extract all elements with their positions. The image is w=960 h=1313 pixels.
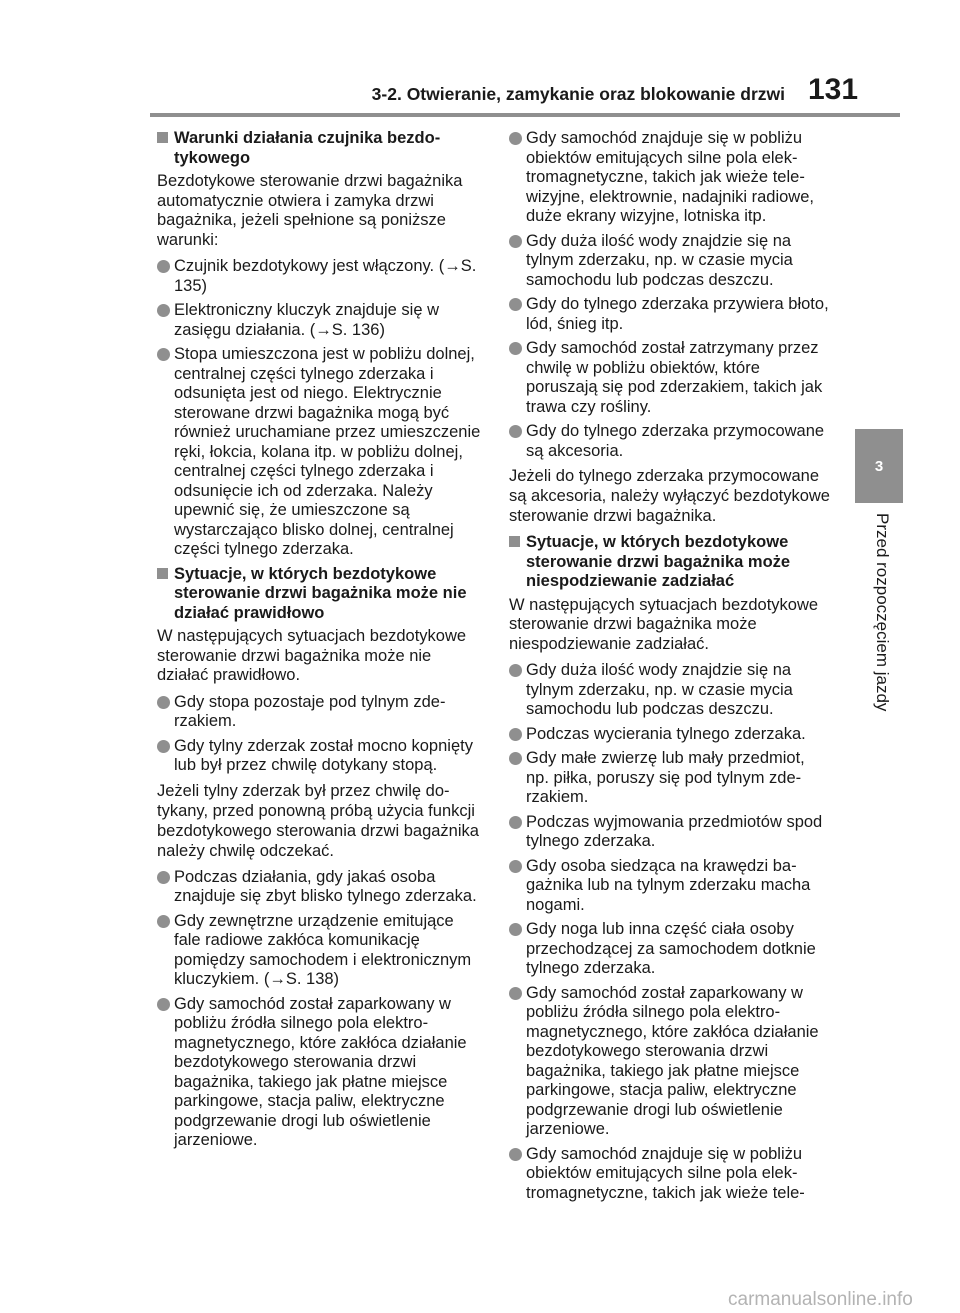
round-bullet-icon bbox=[509, 857, 526, 916]
paragraph: Jeżeli tylny zderzak był przez chwilę dotykany, przed ponowną próbą użycia funkcji bezdotykowego sterowania drzwi bagażnika należy chwilę odczekać. bbox=[157, 781, 479, 860]
list-item bbox=[509, 749, 832, 808]
list-item bbox=[509, 422, 832, 461]
paragraph: W następujących sytuacjach bezdotykowe sterowanie drzwi bagażnika może nie działać prawidłowo. bbox=[157, 627, 467, 684]
round-bullet-icon bbox=[509, 232, 526, 291]
list-item bbox=[157, 912, 482, 990]
round-bullet-icon bbox=[157, 257, 174, 296]
list-item-text: Gdy samochód znajduje się w pobliżu obiektów emitujących silne pola elektromagnetyczne, takich jak wieże tele- bbox=[526, 1144, 805, 1202]
list-item bbox=[157, 868, 482, 907]
round-bullet-icon bbox=[509, 422, 526, 461]
round-bullet-icon bbox=[157, 995, 174, 1151]
list-item-text: Gdy stopa pozostaje pod tylnym zderzakiem. bbox=[174, 692, 446, 730]
paragraph: Jeżeli do tylnego zderzaka przymocowane są akcesoria, należy wyłączyć bezdotykowe sterowanie drzwi bagażnika. bbox=[509, 467, 830, 525]
list-item bbox=[509, 1145, 832, 1204]
list-item-text: Czujnik bezdotykowy jest włączony. (→S. 135) bbox=[174, 257, 477, 295]
round-bullet-icon bbox=[157, 345, 174, 560]
paragraph: Bezdotykowe sterowanie drzwi bagażnika automatycznie otwiera i zamyka drzwi bagażnika, jeżeli spełnione są poniższe warunki: bbox=[157, 172, 463, 249]
list-item-text: Gdy samochód znajduje się w pobliżu obiektów emitujących silne pola elektromagnetyczne, takich jak wieże telewizyjne, elektrownie, nadajniki radiowe, duże ekrany wizyjne, lotniska itp. bbox=[526, 129, 814, 225]
list-item bbox=[509, 339, 832, 417]
list-item-text: Gdy duża ilość wody znajdzie się na tylnym zderzaku, np. w czasie mycia samochodu lub podczas deszczu. bbox=[526, 661, 793, 718]
list-item bbox=[157, 737, 482, 776]
list-item bbox=[509, 725, 832, 745]
round-bullet-icon bbox=[509, 295, 526, 334]
heading-text: Sytuacje, w których bezdotykowe sterowanie drzwi bagażnika może niespodziewanie zadziałać bbox=[526, 533, 791, 590]
paragraph: W następujących sytuacjach bezdotykowe sterowanie drzwi bagażnika może niespodziewanie zadziałać. bbox=[509, 595, 819, 653]
list-item bbox=[509, 984, 832, 1140]
section-heading bbox=[157, 129, 482, 168]
header-rule bbox=[150, 113, 900, 117]
list-item-text: Podczas wyjmowania przedmiotów spod tylnego zderzaka. bbox=[526, 812, 823, 850]
list-item bbox=[509, 295, 832, 334]
page-number: 131 bbox=[808, 73, 859, 106]
list-item-text: Gdy tylny zderzak został mocno kopnięty lub był przez chwilę dotykany stopą. bbox=[174, 736, 473, 774]
list-item-text: Stopa umieszczona jest w pobliżu dolnej, centralnej części tylnego zderzaka i odsunięta jest od niego. Elektrycznie sterowane drzwi bagażnika mogą być również uruchamiane przez umieszczenie ręki, łokcia, kolana itp. w pobliżu dolnej, centralnej części tylnego zderzaka i odsunięcie ich od zderzaka. Należy upewnić się, że umieszczone są wystarczająco blisko dolnej, centralnej części tylnego zderzaka. bbox=[174, 345, 481, 558]
list-item-text: Elektroniczny kluczyk znajduje się w zasięgu działania. (→S. 136) bbox=[174, 301, 440, 339]
round-bullet-icon bbox=[509, 339, 526, 417]
round-bullet-icon bbox=[157, 912, 174, 990]
section-heading bbox=[509, 533, 832, 592]
square-bullet-icon bbox=[157, 129, 174, 168]
round-bullet-icon bbox=[509, 984, 526, 1140]
chapter-title: Przed rozpoczęciem jazdy bbox=[873, 513, 892, 712]
list-item bbox=[509, 813, 832, 852]
square-bullet-icon bbox=[509, 533, 526, 592]
list-item bbox=[509, 661, 832, 720]
round-bullet-icon bbox=[157, 693, 174, 732]
list-item-text: Gdy małe zwierzę lub mały przedmiot, np. piłka, poruszy się pod tylnym zderzakiem. bbox=[526, 749, 805, 806]
list-item bbox=[157, 301, 482, 340]
round-bullet-icon bbox=[509, 661, 526, 720]
left-column bbox=[157, 129, 482, 1156]
list-item bbox=[157, 257, 482, 296]
round-bullet-icon bbox=[509, 749, 526, 808]
list-item bbox=[157, 345, 482, 560]
list-item-text: Gdy duża ilość wody znajdzie się na tylnym zderzaku, np. w czasie mycia samochodu lub podczas deszczu. bbox=[526, 231, 793, 289]
list-item-text: Gdy samochód został zaparkowany w pobliżu źródła silnego pola elektromagnetycznego, które zakłóca działanie bezdotykowego sterowania drzwi bagażnika, takiego jak płatne miejsce parkingowe, stacja paliw, elektryczne podgrzewanie drogi lub oświetlenie jarzeniowe. bbox=[174, 994, 467, 1149]
chapter-tab bbox=[855, 429, 903, 503]
round-bullet-icon bbox=[509, 813, 526, 852]
list-item-text: Gdy do tylnego zderzaka przymocowane są akcesoria. bbox=[526, 422, 825, 460]
list-item-text: Gdy zewnętrzne urządzenie emitujące fale radiowe zakłóca komunikację pomiędzy samochodem i elektronicznym kluczykiem. (→S. 138) bbox=[174, 911, 472, 988]
list-item bbox=[509, 129, 832, 227]
list-item bbox=[157, 693, 482, 732]
list-item-text: Gdy noga lub inna część ciała osoby przechodzącej za samochodem dotknie tylnego zderzaka. bbox=[526, 920, 816, 977]
list-item bbox=[509, 857, 832, 916]
list-item-text: Podczas działania, gdy jakaś osoba znajduje się zbyt blisko tylnego zderzaka. bbox=[174, 867, 477, 905]
round-bullet-icon bbox=[509, 129, 526, 227]
list-item-text: Gdy osoba siedząca na krawędzi bagażnika lub na tylnym zderzaku macha nogami. bbox=[526, 856, 811, 914]
round-bullet-icon bbox=[509, 920, 526, 979]
square-bullet-icon bbox=[157, 565, 174, 624]
list-item-text: Gdy do tylnego zderzaka przywiera błoto, lód, śnieg itp. bbox=[526, 295, 829, 333]
list-item-text: Gdy samochód został zatrzymany przez chwilę w pobliżu obiektów, które poruszają się pod zderzakiem, takich jak trawa czy rośliny. bbox=[526, 339, 823, 416]
right-column bbox=[509, 129, 832, 1208]
section-heading bbox=[157, 565, 482, 624]
round-bullet-icon bbox=[157, 737, 174, 776]
chapter-number: 3 bbox=[874, 457, 884, 475]
list-item bbox=[509, 232, 832, 291]
list-item bbox=[509, 920, 832, 979]
watermark: carmanualsonline.info bbox=[728, 1289, 913, 1310]
section-title: 3-2. Otwieranie, zamykanie oraz blokowanie drzwi bbox=[371, 84, 785, 104]
round-bullet-icon bbox=[157, 301, 174, 340]
list-item-text: Podczas wycierania tylnego zderzaka. bbox=[526, 724, 806, 743]
list-item bbox=[157, 995, 482, 1151]
heading-text: Sytuacje, w których bezdotykowe sterowanie drzwi bagażnika może nie działać prawidłowo bbox=[174, 564, 467, 622]
round-bullet-icon bbox=[157, 868, 174, 907]
round-bullet-icon bbox=[509, 725, 526, 745]
list-item-text: Gdy samochód został zaparkowany w pobliżu źródła silnego pola elektromagnetycznego, które zakłóca działanie bezdotykowego sterowania drzwi bagażnika, takiego jak płatne miejsce parkingowe, stacja paliw, elektryczne podgrzewanie drogi lub oświetlenie jarzeniowe. bbox=[526, 983, 819, 1138]
round-bullet-icon bbox=[509, 1145, 526, 1204]
heading-text: Warunki działania czujnika bezdotykowego bbox=[174, 129, 441, 167]
